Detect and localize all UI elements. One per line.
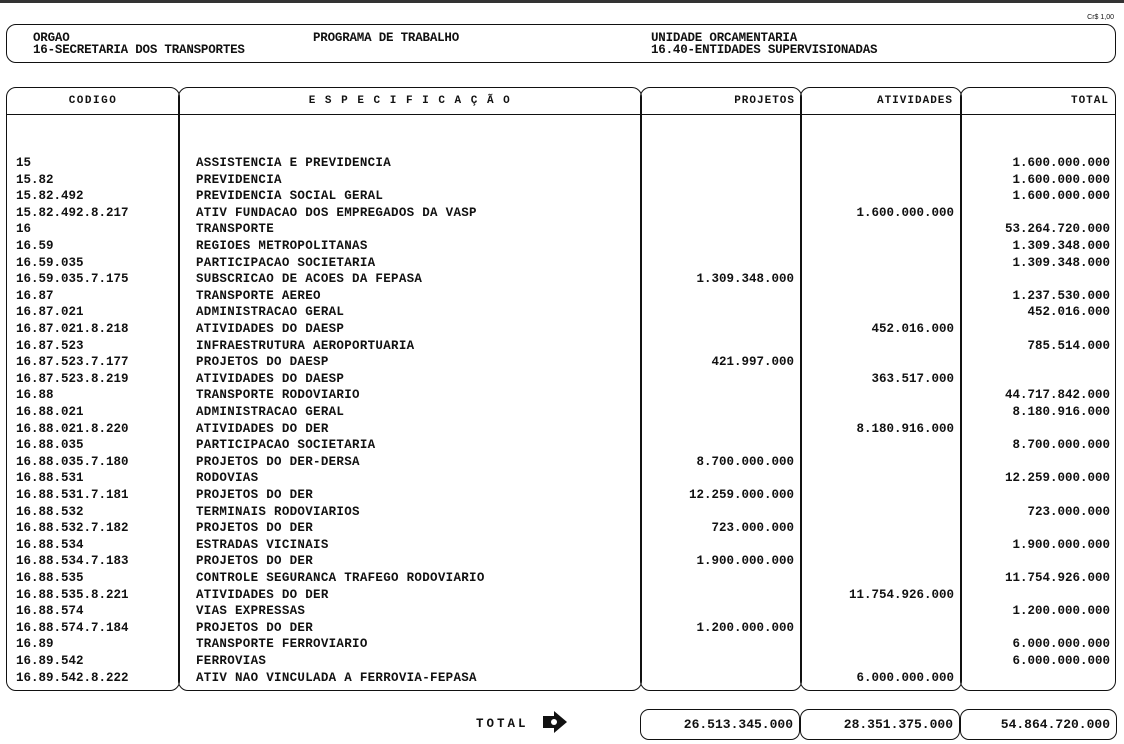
especificacao-header: E S P E C I F I C A Ç Ã O [179, 88, 641, 115]
row-specification: TERMINAIS RODOVIARIOS [196, 504, 360, 519]
row-projetos: 723.000.000 [711, 521, 794, 536]
row-specification: FERROVIAS [196, 654, 267, 668]
row-code: 16.88.574 [16, 604, 84, 619]
row-total: 1.309.348.000 [1012, 255, 1110, 270]
table-row [6, 155, 1116, 172]
row-code: 16.87.523.7.177 [16, 355, 129, 370]
row-code: 16.88.531 [16, 471, 84, 486]
table-row [6, 570, 1116, 587]
grand-total-total: 54.864.720.000 [960, 709, 1117, 740]
row-total: 6.000.000.000 [1012, 654, 1110, 668]
row-specification: PREVIDENCIA [196, 172, 282, 187]
row-specification: REGIOES METROPOLITANAS [196, 239, 368, 253]
table-row [6, 304, 1116, 321]
projetos-header: PROJETOS [641, 88, 801, 115]
row-specification: ATIV NAO VINCULADA A FERROVIA-FEPASA [196, 670, 477, 685]
row-specification: PROJETOS DO DER [196, 521, 314, 536]
table-row [6, 387, 1116, 404]
row-total: 723.000.000 [1027, 504, 1110, 519]
row-code: 16.59.035.7.175 [16, 272, 129, 287]
row-code: 15.82.492.8.217 [16, 205, 129, 220]
atividades-header: ATIVIDADES [801, 88, 961, 115]
row-specification: INFRAESTRUTURA AEROPORTUARIA [196, 338, 415, 353]
table-row [6, 238, 1116, 255]
codigo-header: CODIGO [7, 88, 179, 115]
row-atividades: 6.000.000.000 [856, 670, 954, 685]
row-total: 1.900.000.000 [1012, 537, 1110, 552]
table-row [6, 255, 1116, 272]
budget-table [6, 87, 1116, 693]
row-specification: PREVIDENCIA SOCIAL GERAL [196, 189, 384, 204]
row-specification: PARTICIPACAO SOCIETARIA [196, 438, 376, 453]
table-row [6, 221, 1116, 238]
row-code: 15.82 [16, 172, 54, 187]
row-total: 1.600.000.000 [1012, 189, 1110, 204]
row-total: 53.264.720.000 [1004, 222, 1110, 237]
row-code: 16.88.021 [16, 405, 84, 419]
row-projetos: 1.200.000.000 [696, 620, 794, 635]
top-rule [0, 0, 1124, 3]
row-specification: RODOVIAS [196, 471, 259, 486]
row-total: 452.016.000 [1027, 305, 1110, 320]
row-projetos: 1.309.348.000 [696, 272, 794, 287]
table-row [6, 504, 1116, 521]
table-row [6, 321, 1116, 338]
row-total: 1.600.000.000 [1012, 172, 1110, 187]
grand-total-projetos: 26.513.345.000 [640, 709, 800, 740]
row-specification: ATIVIDADES DO DER [196, 587, 329, 602]
table-row [6, 404, 1116, 421]
row-code: 16.88.535.8.221 [16, 587, 129, 602]
row-total: 11.754.926.000 [1004, 571, 1110, 585]
row-specification: SUBSCRICAO DE ACOES DA FEPASA [196, 272, 423, 287]
row-specification: CONTROLE SEGURANCA TRAFEGO RODOVIARIO [196, 571, 485, 585]
unidade-label: UNIDADE ORCAMENTARIA [651, 31, 798, 45]
row-total: 1.200.000.000 [1012, 604, 1110, 619]
table-row [6, 470, 1116, 487]
row-atividades: 452.016.000 [871, 322, 954, 336]
row-specification: ESTRADAS VICINAIS [196, 537, 329, 552]
table-row [6, 636, 1116, 653]
table-row [6, 172, 1116, 189]
row-code: 16 [16, 222, 32, 237]
row-specification: TRANSPORTE [196, 222, 275, 237]
programa-label: PROGRAMA DE TRABALHO [313, 31, 460, 45]
currency-note: Cr$ 1,00 [1087, 14, 1114, 21]
header-box [6, 24, 1116, 63]
table-row [6, 354, 1116, 371]
table-row [6, 454, 1116, 471]
row-specification: PARTICIPACAO SOCIETARIA [196, 255, 376, 270]
row-specification: PROJETOS DO DER-DERSA [196, 454, 360, 469]
table-row [6, 271, 1116, 288]
table-row [6, 338, 1116, 355]
row-total: 44.717.842.000 [1004, 388, 1110, 403]
row-code: 16.87.523.8.219 [16, 371, 129, 386]
table-row [6, 587, 1116, 604]
row-specification: TRANSPORTE AEREO [196, 288, 321, 303]
row-code: 16.87 [16, 288, 54, 303]
table-row [6, 371, 1116, 388]
grand-total-atividades: 28.351.375.000 [800, 709, 960, 740]
row-total: 8.180.916.000 [1012, 405, 1110, 419]
table-row [6, 603, 1116, 620]
orgao-label: ORGAO [33, 31, 70, 45]
row-total: 785.514.000 [1027, 338, 1110, 353]
table-row [6, 653, 1116, 670]
row-atividades: 1.600.000.000 [856, 205, 954, 220]
row-code: 16.59.035 [16, 255, 84, 270]
arrow-right-icon [542, 710, 568, 734]
row-atividades: 363.517.000 [871, 371, 954, 386]
row-projetos: 1.900.000.000 [696, 554, 794, 569]
row-code: 16.88.531.7.181 [16, 488, 129, 502]
row-code: 16.88.532.7.182 [16, 521, 129, 536]
row-total: 8.700.000.000 [1012, 438, 1110, 453]
row-specification: TRANSPORTE FERROVIARIO [196, 637, 368, 652]
row-code: 16.88.574.7.184 [16, 620, 129, 635]
row-total: 12.259.000.000 [1004, 471, 1110, 486]
table-row [6, 520, 1116, 537]
row-specification: VIAS EXPRESSAS [196, 604, 306, 619]
table-row [6, 620, 1116, 637]
row-code: 16.87.021 [16, 305, 84, 320]
row-specification: PROJETOS DO DER [196, 488, 314, 502]
row-projetos: 12.259.000.000 [688, 488, 794, 502]
row-atividades: 11.754.926.000 [848, 587, 954, 602]
row-code: 15 [16, 156, 32, 170]
row-specification: PROJETOS DO DER [196, 554, 314, 569]
row-specification: PROJETOS DO DAESP [196, 355, 329, 370]
row-code: 16.88.021.8.220 [16, 421, 129, 436]
row-specification: ATIVIDADES DO DAESP [196, 371, 345, 386]
row-code: 16.88.535 [16, 571, 84, 585]
unidade-value: 16.40-ENTIDADES SUPERVISIONADAS [651, 43, 878, 57]
row-specification: ASSISTENCIA E PREVIDENCIA [196, 156, 392, 170]
row-specification: ATIV FUNDACAO DOS EMPREGADOS DA VASP [196, 205, 477, 220]
row-specification: PROJETOS DO DER [196, 620, 314, 635]
table-row [6, 288, 1116, 305]
table-row [6, 670, 1116, 687]
row-code: 16.88.532 [16, 504, 84, 519]
orgao-value: 16-SECRETARIA DOS TRANSPORTES [33, 43, 245, 57]
row-total: 6.000.000.000 [1012, 637, 1110, 652]
row-code: 16.89 [16, 637, 54, 652]
row-specification: ATIVIDADES DO DER [196, 421, 329, 436]
row-total: 1.237.530.000 [1012, 288, 1110, 303]
row-specification: ATIVIDADES DO DAESP [196, 322, 345, 336]
row-code: 16.88.035 [16, 438, 84, 453]
table-row [6, 421, 1116, 438]
row-total: 1.600.000.000 [1012, 156, 1110, 170]
table-row [6, 553, 1116, 570]
row-code: 16.89.542 [16, 654, 84, 668]
row-specification: TRANSPORTE RODOVIARIO [196, 388, 360, 403]
row-code: 16.87.021.8.218 [16, 322, 129, 336]
row-code: 16.59 [16, 239, 54, 253]
row-code: 16.87.523 [16, 338, 84, 353]
row-code: 15.82.492 [16, 189, 84, 204]
row-code: 16.88.534 [16, 537, 84, 552]
row-code: 16.88.534.7.183 [16, 554, 129, 569]
table-row [6, 205, 1116, 222]
row-code: 16.88 [16, 388, 54, 403]
table-row [6, 437, 1116, 454]
row-specification: ADMINISTRACAO GERAL [196, 405, 345, 419]
row-code: 16.89.542.8.222 [16, 670, 129, 685]
row-projetos: 421.997.000 [711, 355, 794, 370]
row-specification: ADMINISTRACAO GERAL [196, 305, 345, 320]
total-header: TOTAL [961, 88, 1115, 115]
row-total: 1.309.348.000 [1012, 239, 1110, 253]
grand-total-label: TOTAL [476, 717, 529, 731]
row-atividades: 8.180.916.000 [856, 421, 954, 436]
table-row [6, 188, 1116, 205]
row-projetos: 8.700.000.000 [696, 454, 794, 469]
row-code: 16.88.035.7.180 [16, 454, 129, 469]
table-row [6, 487, 1116, 504]
table-row [6, 537, 1116, 554]
